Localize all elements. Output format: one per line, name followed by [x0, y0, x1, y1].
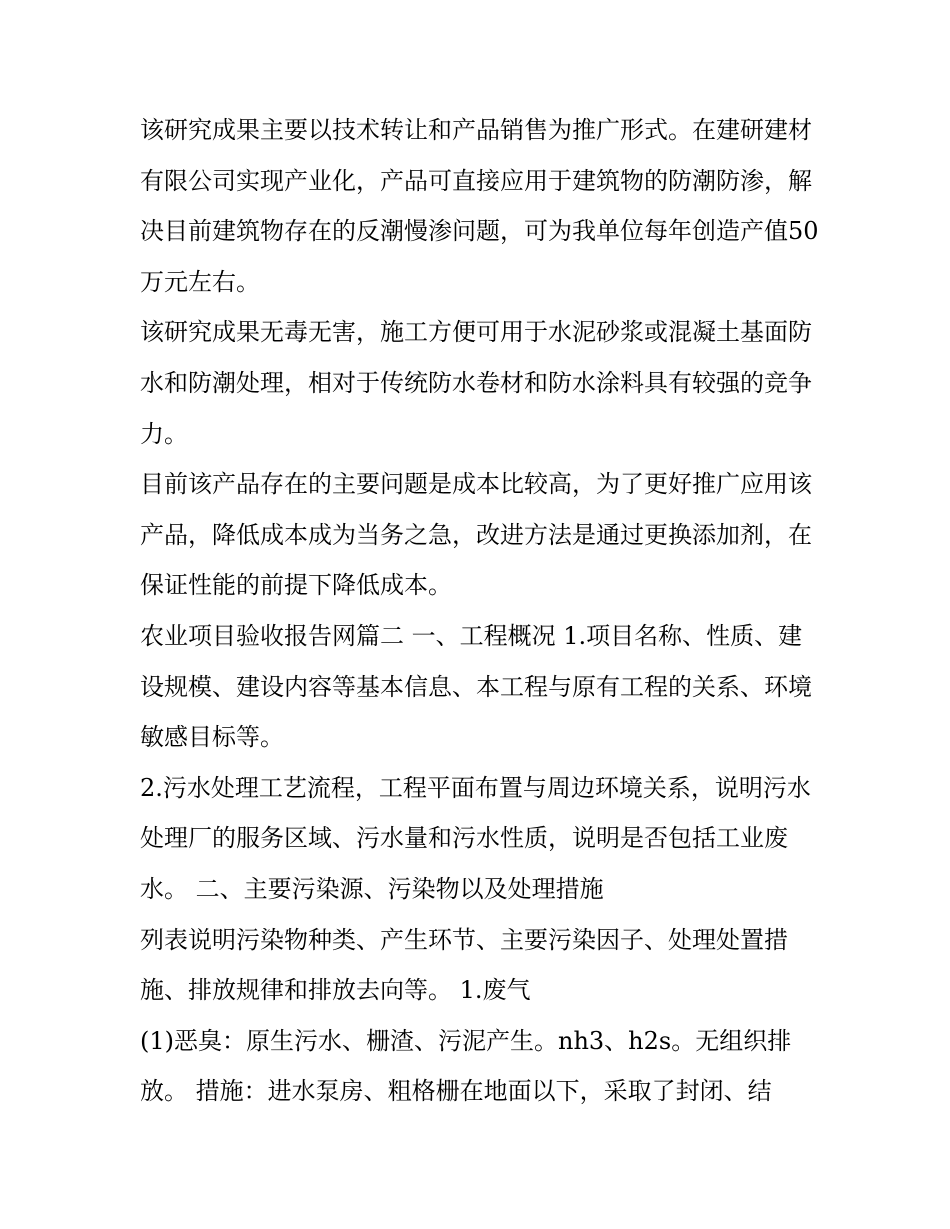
document-body	[140, 105, 820, 1117]
paragraph-7: (1)恶臭：原生污水、栅渣、污泥产生。nh3、h2s。无组织排放。 措施：进水泵房、粗格栅在地面以下，采取了封闭、结	[140, 1026, 792, 1106]
paragraph-6: 列表说明污染物种类、产生环节、主要污染因子、处理处置措施、排放规律和排放去向等。 1.废气	[140, 925, 788, 1005]
paragraph-4: 农业项目验收报告网篇二 一、工程概况 1.项目名称、性质、建设规模、建设内容等基本信息、本工程与原有工程的关系、环境敏感目标等。	[140, 621, 812, 752]
paragraph-5: 2.污水处理工艺流程，工程平面布置与周边环境关系，说明污水处理厂的服务区域、污水量和污水性质，说明是否包括工业废水。 二、主要污染源、污染物以及处理措施	[140, 773, 811, 903]
paragraph-1: 该研究成果主要以技术转让和产品销售为推广形式。在建研建材有限公司实现产业化，产品可直接应用于建筑物的防潮防渗，解决目前建筑物存在的反潮慢渗问题，可为我单位每年创造产值50万元左右。	[140, 116, 819, 296]
paragraph-2: 该研究成果无毒无害，施工方便可用于水泥砂浆或混凝土基面防水和防潮处理，相对于传统防水卷材和防水涂料具有较强的竞争力。	[140, 318, 812, 448]
paragraph-3: 目前该产品存在的主要问题是成本比较高，为了更好推广应用该产品，降低成本成为当务之急，改进方法是通过更换添加剂，在保证性能的前提下降低成本。	[140, 470, 812, 600]
